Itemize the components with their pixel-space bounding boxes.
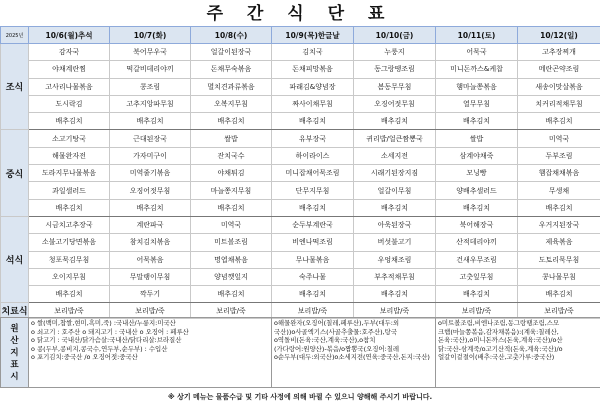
lunch-row: [1, 165, 600, 182]
menu-cell: 멸치견과류볶음: [191, 78, 272, 95]
menu-cell: 배추김치: [354, 199, 436, 216]
origin-col-2: [272, 318, 436, 388]
menu-cell: 미역줄기볶음: [110, 165, 191, 182]
dinner-label: 석식: [1, 216, 29, 302]
menu-cell: 도라지무나물볶음: [29, 165, 110, 182]
dinner-row: [1, 216, 600, 233]
menu-cell: 과일샐러드: [29, 182, 110, 199]
menu-cell: 열무무침: [436, 95, 518, 112]
dinner-row: [1, 234, 600, 251]
origin-line: o순두부(대두:외국산)o소세지전(연육:중국산,돈지:국산): [274, 353, 430, 362]
menu-cell: 무생채: [518, 182, 600, 199]
menu-cell: 야채계란찜: [29, 61, 110, 78]
menu-cell: 배추김치: [110, 113, 191, 130]
menu-cell: 야채튀김: [191, 165, 272, 182]
menu-cell: 미니잡채어묵조림: [272, 165, 354, 182]
rice-cell: 보리밥/죽: [436, 303, 518, 319]
menu-cell: 햄마늘쫑볶음: [436, 78, 518, 95]
menu-cell: 오이지무침: [29, 268, 110, 285]
breakfast-row: [1, 78, 600, 95]
menu-cell: 잔치국수: [191, 147, 272, 164]
day-header: 10/11(토): [436, 27, 518, 44]
day-header: 10/10(금): [354, 27, 436, 44]
notice-text: ※ 상기 메뉴는 물품수급 및 기타 사정에 의해 바뀔 수 있으니 양해해 주시기 바랍니다.: [167, 393, 433, 401]
menu-cell: 숙주나물: [272, 268, 354, 285]
menu-cell: 배추김치: [272, 199, 354, 216]
rice-cell: 보리밥/죽: [272, 303, 354, 319]
menu-cell: 쌀밥: [191, 130, 272, 147]
origin-line: o미트볼조림,비엔나조림,동그랑땡조림,스모: [438, 319, 560, 327]
lunch-row: [1, 130, 600, 147]
menu-cell: 고사리나물볶음: [29, 78, 110, 95]
breakfast-row: [1, 113, 600, 130]
menu-cell: 쌀밥: [436, 130, 518, 147]
lunch-row: [1, 199, 600, 216]
lunch-row: [1, 147, 600, 164]
menu-cell: 배추김치: [191, 113, 272, 130]
dinner-row: [1, 251, 600, 268]
menu-cell: 배추김치: [518, 113, 600, 130]
breakfast-row: [1, 44, 600, 61]
menu-cell: 배추김치: [29, 199, 110, 216]
menu-cell: 무나물볶음: [272, 251, 354, 268]
menu-cell: 누룽지: [354, 44, 436, 61]
origin-line: o 쌀(백미,찹쌀,현미,흑미,죽) :국내산/누룽지:미국산: [31, 319, 176, 327]
menu-cell: 해물완자전: [29, 147, 110, 164]
menu-cell: 배추김치: [436, 199, 518, 216]
menu-cell: 무말랭이무침: [110, 268, 191, 285]
menu-cell: 어묵볶음: [110, 251, 191, 268]
menu-cell: 소불고기당면볶음: [29, 234, 110, 251]
header-row: [1, 27, 600, 44]
menu-cell: 양념깻잎지: [191, 268, 272, 285]
menu-cell: 오징어젓무침: [354, 95, 436, 112]
origin-label-char: 표: [10, 359, 19, 370]
menu-cell: 우엉채조림: [354, 251, 436, 268]
menu-cell: 고춧잎무침: [436, 268, 518, 285]
menu-cell: 시금치고추장국: [29, 216, 110, 233]
menu-cell: 어묵국: [436, 44, 518, 61]
origin-line: o 콩(두부,콩비지,콩국수,연두부,순두부) : 수입산: [31, 344, 168, 353]
menu-cell: 얼갈이된장국: [191, 44, 272, 61]
menu-cell: 버섯불고기: [354, 234, 436, 251]
dinner-row: [1, 286, 600, 303]
origin-table: [0, 317, 600, 388]
menu-cell: 치커리적채무침: [518, 95, 600, 112]
menu-cell: 미역국: [518, 130, 600, 147]
menu-cell: 명엽채볶음: [191, 251, 272, 268]
rice-cell: 보리밥/죽: [29, 303, 110, 319]
menu-cell: 참치김치볶음: [110, 234, 191, 251]
origin-line: o 쇠고기 : 호주산 o 돼지고기 : 국내산 o 오징어 : 페루산: [31, 327, 189, 336]
origin-line: o 포기김치:중국산 /o 오징어젓:중국산: [31, 353, 138, 362]
menu-cell: 소고기탕국: [29, 130, 110, 147]
menu-cell: 미역국: [191, 216, 272, 233]
menu-cell: 배추김치: [518, 199, 600, 216]
rice-cell: 보리밥/죽: [354, 303, 436, 319]
page-title: 주 간 식 단 표: [206, 4, 394, 24]
menu-cell: 콩조림: [110, 78, 191, 95]
origin-line: 닭:국산-삼계죽/o고기산적(돈육,계육:국산)/o: [438, 344, 563, 353]
origin-line: o역돌비(돈육:국산,계육:국산),o참치: [274, 336, 376, 345]
origin-col-1: [29, 318, 272, 388]
menu-cell: 돈채피망볶음: [272, 61, 354, 78]
menu-cell: 동그랑땡조림: [354, 61, 436, 78]
day-header: 10/9(목)한글날: [272, 27, 354, 44]
menu-cell: 감자국: [29, 44, 110, 61]
origin-line: 얼갈이겉절이(배추:국산,고춧가루:중국산): [438, 353, 555, 362]
menu-cell: 두부조림: [518, 147, 600, 164]
menu-cell: 고추지앙파무침: [110, 95, 191, 112]
rice-cell: 보리밥/죽: [518, 303, 600, 319]
menu-cell: 오징어젓무침: [110, 182, 191, 199]
menu-cell: 하이라이스: [272, 147, 354, 164]
menu-cell: 깍두기: [110, 286, 191, 303]
menu-cell: 김치국: [272, 44, 354, 61]
origin-line: 돈육:국산),o미니돈까스(돈육,계육:국산)/o산: [438, 336, 563, 345]
origin-label-char: 산: [10, 335, 19, 346]
menu-cell: 콩나물무침: [518, 268, 600, 285]
rice-label: 치료식: [1, 303, 29, 319]
origin-line: (가다랑어:원양산)-볶음/o짬뽕국(오징어:칠레: [274, 344, 400, 353]
menu-cell: 배추김치: [191, 199, 272, 216]
menu-cell: 배추김치: [29, 113, 110, 130]
menu-cell: 우거지된장국: [518, 216, 600, 233]
menu-cell: 배추김치: [272, 113, 354, 130]
menu-cell: 배추김치: [272, 286, 354, 303]
menu-cell: 순두부계란국: [272, 216, 354, 233]
menu-cell: 배추김치: [436, 113, 518, 130]
menu-cell: 배추김치: [191, 286, 272, 303]
menu-cell: 아욱된장국: [354, 216, 436, 233]
menu-cell: 배추김치: [110, 199, 191, 216]
menu-cell: 근대된장국: [110, 130, 191, 147]
menu-cell: 메란곤약조림: [518, 61, 600, 78]
menu-cell: 봄동무무침: [354, 78, 436, 95]
menu-cell: 모닝빵: [436, 165, 518, 182]
menu-cell: 삼계야채죽: [436, 147, 518, 164]
lunch-row: [1, 182, 600, 199]
menu-cell: 오복지무침: [191, 95, 272, 112]
menu-cell: 도시락김: [29, 95, 110, 112]
menu-cell: 배추김치: [436, 286, 518, 303]
menu-cell: 북어해장국: [436, 216, 518, 233]
menu-cell: 북어무우국: [110, 44, 191, 61]
origin-label-char: 원: [10, 323, 19, 334]
menu-cell: 고추장찌개: [518, 44, 600, 61]
menu-cell: 마늘쫑지무침: [191, 182, 272, 199]
menu-cell: 산적데리야끼: [436, 234, 518, 251]
menu-cell: 도토리묵무침: [518, 251, 600, 268]
weekly-menu-table: [0, 26, 600, 319]
menu-cell: 미트볼조림: [191, 234, 272, 251]
menu-cell: 유부장국: [272, 130, 354, 147]
origin-label-char: 지: [10, 347, 19, 358]
menu-cell: 계란파국: [110, 216, 191, 233]
menu-cell: 파래김&양념장: [272, 78, 354, 95]
origin-line: 국산))o사골엑기스(사골추출물:호주산),탕국: [274, 327, 398, 336]
rice-cell: 보리밥/죽: [110, 303, 191, 319]
origin-line: 크햄(마늘쫑볶음,감자채볶음):(계육:칠레산,: [438, 327, 559, 336]
menu-cell: 떡갈비데리야끼: [110, 61, 191, 78]
rice-cell: 보리밥/죽: [191, 303, 272, 319]
menu-cell: 부추적채무침: [354, 268, 436, 285]
menu-cell: 가자미구이: [110, 147, 191, 164]
menu-cell: 돈채무숙볶음: [191, 61, 272, 78]
menu-cell: 소세지전: [354, 147, 436, 164]
menu-cell: 배추김치: [29, 286, 110, 303]
breakfast-row: [1, 61, 600, 78]
menu-cell: 단무지무침: [272, 182, 354, 199]
menu-cell: 건새우무조림: [436, 251, 518, 268]
menu-cell: 비엔나떡조림: [272, 234, 354, 251]
day-header: 10/12(일): [518, 27, 600, 44]
origin-line: o해물완자(오징어(칠레,페루산),두부(대두:외: [274, 319, 400, 327]
menu-cell: 짜사이채무침: [272, 95, 354, 112]
day-header: 10/6(월)추석: [29, 27, 110, 44]
menu-cell: 새송이맛살볶음: [518, 78, 600, 95]
menu-cell: 햄잡채채볶음: [518, 165, 600, 182]
menu-cell: 얼갈이무침: [354, 182, 436, 199]
breakfast-label: 조식: [1, 44, 29, 130]
menu-cell: 배추김치: [354, 113, 436, 130]
menu-cell: 양배추샐러드: [436, 182, 518, 199]
year-label: 2025년: [1, 27, 29, 44]
breakfast-row: [1, 95, 600, 112]
origin-label: [1, 318, 29, 388]
menu-cell: 청포묵김무침: [29, 251, 110, 268]
origin-line: o 닭고기 : 국내산/닭가슴살:국내산/닭다리살:브라질산: [31, 336, 182, 345]
lunch-label: 중식: [1, 130, 29, 216]
day-header: 10/7(화): [110, 27, 191, 44]
menu-cell: 미니돈까스&케찹: [436, 61, 518, 78]
menu-cell: 배추김치: [518, 286, 600, 303]
day-header: 10/8(수): [191, 27, 272, 44]
dinner-row: [1, 268, 600, 285]
menu-cell: 귀리밥/얼큰짬뽕국: [354, 130, 436, 147]
menu-cell: 제육볶음: [518, 234, 600, 251]
menu-cell: 시래기된장지짐: [354, 165, 436, 182]
origin-label-char: 시: [10, 371, 19, 382]
origin-col-3: [436, 318, 600, 388]
menu-cell: 배추김치: [354, 286, 436, 303]
